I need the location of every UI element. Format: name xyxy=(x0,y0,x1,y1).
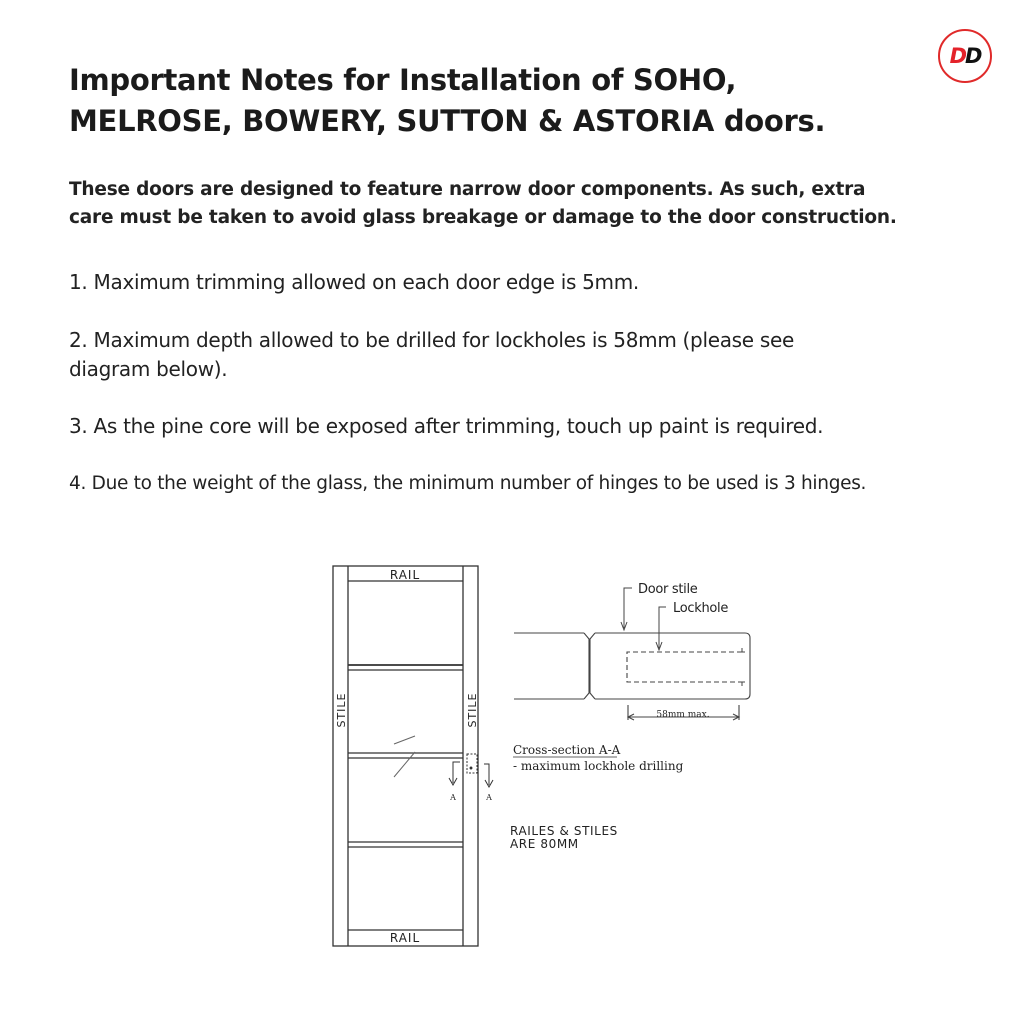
section-marker-right: A xyxy=(486,793,492,802)
bottom-rail-label: RAIL xyxy=(389,931,421,945)
note-3: 3. As the pine core will be exposed after trimming, touch up paint is required. xyxy=(69,414,824,438)
door-elevation xyxy=(333,566,493,946)
right-stile-label: STILE xyxy=(466,692,479,728)
logo-letter-red: D xyxy=(949,44,965,68)
cross-section-drawing xyxy=(514,588,750,720)
title-line-2: MELROSE, BOWERY, SUTTON & ASTORIA doors. xyxy=(69,104,826,138)
left-stile-label: STILE xyxy=(335,692,348,728)
note-2-line-2: diagram below). xyxy=(69,357,228,381)
dimension-label: 58mm max. xyxy=(656,710,710,720)
spec-note-line-2: ARE 80MM xyxy=(510,837,579,851)
note-4: 4. Due to the weight of the glass, the minimum number of hinges to be used is 3 hinges. xyxy=(69,473,867,494)
spec-note-line-1: RAILES & STILES xyxy=(510,824,618,838)
cross-section-title: Cross-section A-A xyxy=(513,743,621,757)
title-line-1: Important Notes for Installation of SOHO, xyxy=(69,63,737,97)
intro-paragraph xyxy=(69,176,949,232)
page-title xyxy=(69,60,949,142)
intro-line-2: care must be taken to avoid glass breakage or damage to the door construction. xyxy=(69,207,897,228)
intro-line-1: These doors are designed to feature narrow door components. As such, extra xyxy=(69,179,866,200)
cross-section-subtitle: - maximum lockhole drilling xyxy=(513,759,684,773)
section-marker-left: A xyxy=(450,793,456,802)
door-stile-label: Door stile xyxy=(638,582,698,597)
lockhole-label: Lockhole xyxy=(673,601,729,616)
logo-letter-black: D xyxy=(965,44,981,68)
top-rail-label: RAIL xyxy=(389,568,421,582)
note-2-line-1: 2. Maximum depth allowed to be drilled for lockholes is 58mm (please see xyxy=(69,328,794,352)
note-2 xyxy=(69,326,949,384)
note-1: 1. Maximum trimming allowed on each door edge is 5mm. xyxy=(69,270,639,294)
